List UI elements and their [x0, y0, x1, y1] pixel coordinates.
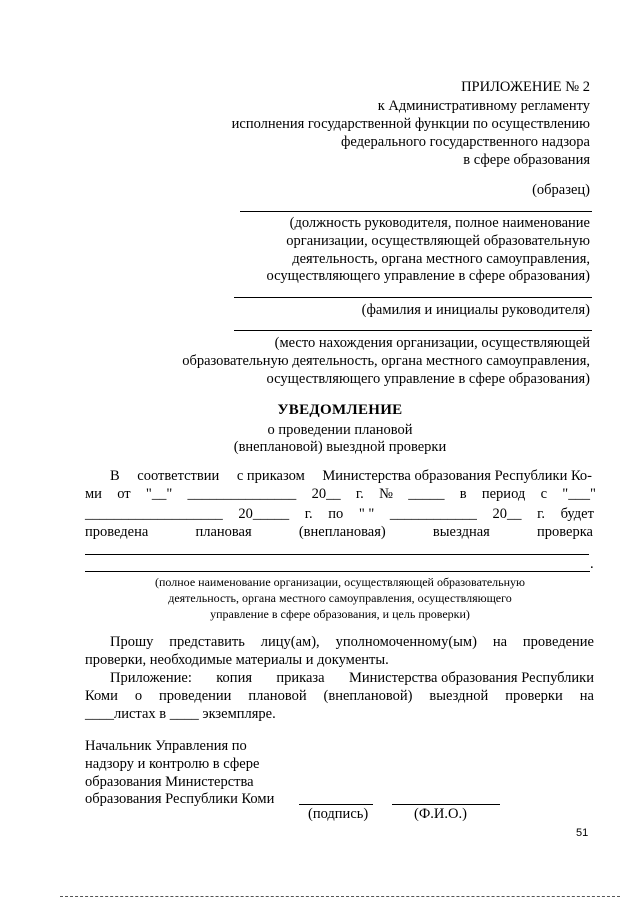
attachment-word: проведении	[159, 688, 232, 704]
order-word: в	[459, 486, 467, 502]
addressee-position-hint-2: организации, осуществляющей образовательную	[286, 233, 590, 249]
order-date-year-blank: 20__	[311, 486, 341, 502]
sample-label: (образец)	[532, 182, 590, 198]
attachment-word: проверки	[505, 688, 563, 704]
appendix-function-ref: исполнения государственной функции по осуществлению	[231, 116, 590, 132]
request-line-1	[110, 634, 594, 651]
addressee-address-hint-1: (место нахождения организации, осуществляющей	[274, 335, 590, 351]
fio-label: (Ф.И.О.)	[414, 806, 467, 822]
order-word: г.	[304, 506, 313, 522]
organization-line-1	[85, 554, 589, 555]
document-subtitle-1: о проведении плановой	[267, 422, 413, 438]
appendix-supervision-ref: федерального государственного надзора	[341, 134, 590, 150]
order-word: г.	[537, 506, 546, 522]
signer-position-3: образования Министерства	[85, 774, 254, 790]
order-word: по	[328, 506, 344, 522]
attachment-line-3: ____листах в ____ экземпляре.	[85, 706, 276, 722]
order-word: от	[117, 486, 131, 502]
fio-line	[392, 804, 500, 805]
signer-position-2: надзору и контролю в сфере	[85, 756, 260, 772]
addressee-name-hint: (фамилия и инициалы руководителя)	[361, 302, 590, 318]
attachment-word: (внеплановой)	[323, 688, 413, 704]
request-word: уполномоченному(ым)	[335, 634, 477, 650]
addressee-address-hint-3: осуществляющего управление в сфере образования)	[266, 371, 590, 387]
period-start-year-blank: 20_____	[238, 506, 290, 522]
attachment-word: о	[134, 688, 143, 704]
order-word: проведена	[85, 524, 149, 540]
order-word: №	[379, 486, 393, 502]
attachment-word: приказа	[276, 670, 325, 686]
period-start-day-blank: "___"	[562, 486, 596, 502]
attachment-line-1	[110, 670, 594, 687]
attachment-word: на	[579, 688, 594, 704]
addressee-position-hint-1: (должность руководителя, полное наименование	[289, 215, 590, 231]
order-word: ми	[85, 486, 102, 502]
order-row-4	[85, 524, 593, 541]
period-start-month-blank: ___________________	[85, 506, 223, 522]
attachment-word: Министерства образования Республики	[348, 670, 594, 686]
appendix-regulation-ref: к Административному регламенту	[377, 98, 590, 114]
appendix-sphere-ref: в сфере образования	[463, 152, 590, 168]
order-word: Министерства образования Республики Ко-	[322, 468, 592, 484]
order-word: с приказом	[236, 468, 305, 484]
request-word: лицу(ам),	[260, 634, 320, 650]
addressee-position-hint-3: деятельность, органа местного самоуправления,	[292, 251, 590, 267]
addressee-position-hint-4: осуществляющего управление в сфере образования)	[266, 268, 590, 284]
attachment-word: плановой	[248, 688, 307, 704]
order-row-1	[110, 468, 592, 485]
document-title: УВЕДОМЛЕНИЕ	[277, 402, 403, 418]
page-number: 51	[576, 827, 589, 839]
order-number-blank: _____	[408, 486, 445, 502]
appendix-heading: ПРИЛОЖЕНИЕ № 2	[461, 79, 590, 95]
addressee-address-line	[234, 330, 592, 331]
addressee-position-line	[240, 211, 592, 212]
order-word: В	[110, 468, 120, 484]
organization-hint-3: управление в сфере образования, и цель проверки)	[210, 607, 470, 621]
order-row-2	[85, 486, 596, 503]
signature-line	[299, 804, 373, 805]
addressee-name-line	[234, 297, 592, 298]
attachment-line-2	[85, 688, 594, 705]
order-word: период	[481, 486, 526, 502]
period-end-year-blank: 20__	[492, 506, 522, 522]
signature-label: (подпись)	[308, 806, 369, 822]
order-row-3	[85, 506, 594, 523]
order-word: проверка	[537, 524, 593, 540]
order-word: г.	[355, 486, 364, 502]
organization-hint-1: (полное наименование организации, осуществляющей образовательную	[155, 575, 525, 589]
request-line-2: проверки, необходимые материалы и документы.	[85, 652, 389, 668]
attachment-word: Коми	[85, 688, 118, 704]
attachment-word: Приложение:	[110, 670, 192, 686]
signer-position-4: образования Республики Коми	[85, 791, 275, 807]
order-word: (внеплановая)	[298, 524, 386, 540]
order-word: будет	[560, 506, 594, 522]
addressee-address-hint-2: образовательную деятельность, органа местного самоуправления,	[182, 353, 590, 369]
period-end-day-blank: " "	[358, 506, 375, 522]
order-word: соответствии	[137, 468, 220, 484]
request-word: на	[492, 634, 508, 650]
organization-hint-2: деятельность, органа местного самоуправления, осуществляющего	[168, 591, 512, 605]
organization-line-end: .	[590, 556, 594, 572]
order-word: выездная	[432, 524, 490, 540]
document-subtitle-2: (внеплановой) выездной проверки	[233, 439, 447, 455]
request-word: представить	[169, 634, 245, 650]
request-word: Прошу	[110, 634, 154, 650]
request-word: проведение	[522, 634, 594, 650]
order-word: с	[540, 486, 547, 502]
order-date-day-blank: "__"	[145, 486, 173, 502]
period-end-month-blank: ____________	[389, 506, 477, 522]
attachment-word: выездной	[429, 688, 489, 704]
scan-bottom-edge	[60, 896, 620, 897]
order-word: плановая	[195, 524, 252, 540]
signer-position-1: Начальник Управления по	[85, 738, 247, 754]
attachment-word: копия	[216, 670, 252, 686]
order-date-month-blank: _______________	[187, 486, 297, 502]
organization-line-2	[85, 571, 590, 572]
